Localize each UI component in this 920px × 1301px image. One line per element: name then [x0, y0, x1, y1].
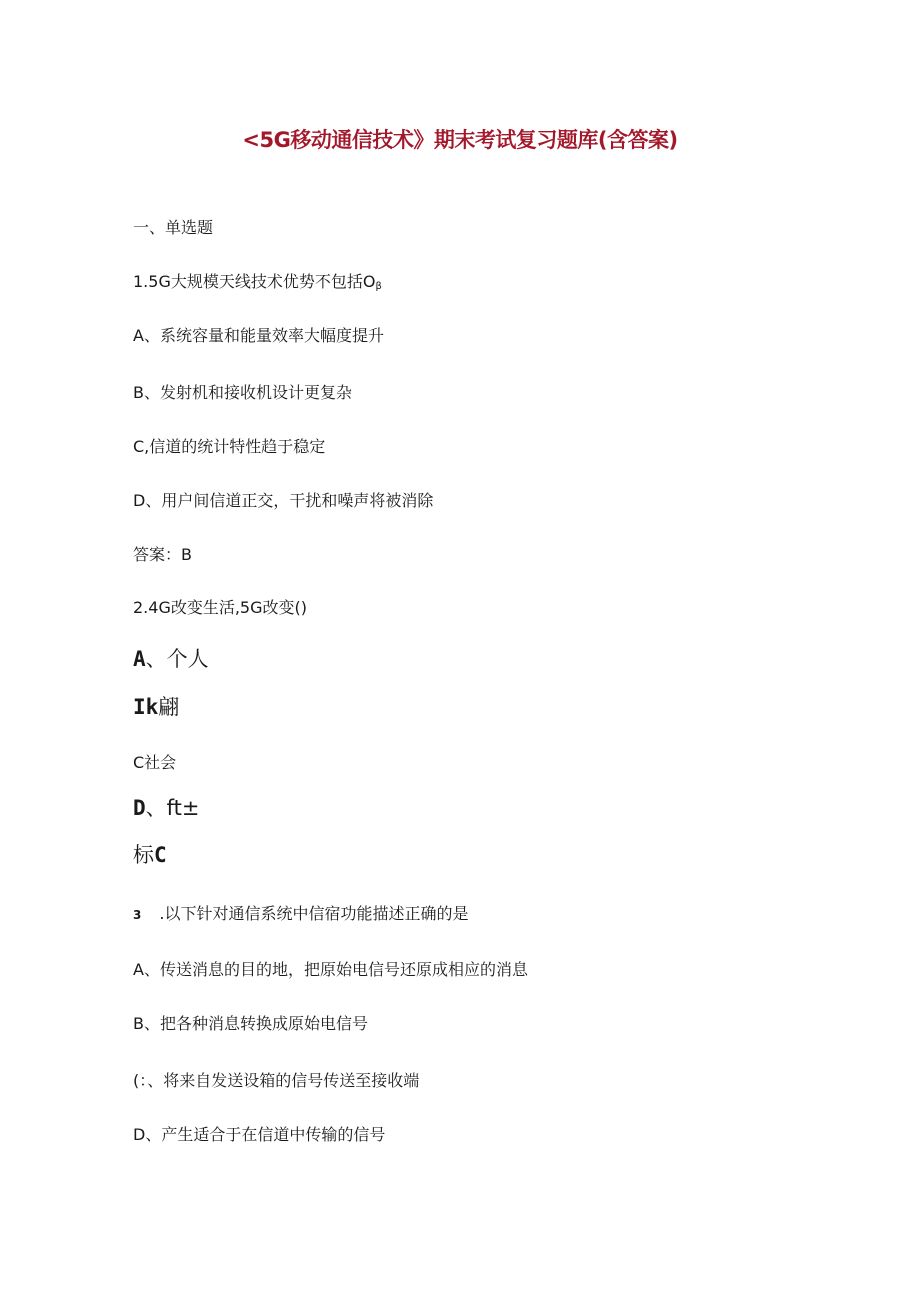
question-1-option-d: D、用户间信道正交，干扰和噪声将被消除: [133, 491, 434, 510]
question-2-option-a-letter: A: [133, 647, 146, 671]
question-3-option-b: B、把各种消息转换成原始电信号: [133, 1014, 368, 1033]
section-heading: 一、单选题: [133, 218, 214, 237]
question-3-option-d: D、产生适合于在信道中传输的信号: [133, 1125, 386, 1144]
question-3-stem: [133, 903, 468, 926]
question-3-stem-text: .以下针对通信系统中信宿功能描述正确的是: [159, 904, 469, 923]
question-2-answer-prefix: 标: [133, 843, 154, 867]
question-1-option-b: B、发射机和接收机设计更复杂: [133, 383, 352, 402]
question-3-option-c: (：、将来自发送设箱的信号传送至接收端: [133, 1071, 420, 1090]
question-1-stem-text: 1.5G大规模天线技术优势不包括O: [133, 272, 376, 291]
question-2-option-a-text: 、个人: [145, 647, 209, 671]
question-2-option-d-text: 、ft±: [145, 796, 200, 820]
question-2-option-b-letter: Ik: [133, 695, 159, 719]
question-2-option-a: [133, 646, 209, 672]
question-3-number: 3: [133, 908, 142, 922]
question-1-stem: [133, 271, 382, 298]
document-title: <5G移动通信技术》期末考试复习题库(含答案): [242, 128, 678, 152]
question-2-answer-letter: C: [154, 843, 167, 867]
question-2-option-d-letter: D: [133, 796, 146, 820]
question-1-stem-subscript: β: [375, 281, 382, 292]
question-1-option-a: A、系统容量和能量效率大幅度提升: [133, 326, 384, 345]
question-2-option-d: [133, 795, 200, 821]
question-3-option-a: A、传送消息的目的地，把原始电信号还原成相应的消息: [133, 960, 528, 979]
question-2-option-c: C社会: [133, 753, 177, 772]
question-2-option-b-text: 翩: [158, 695, 180, 719]
question-1-option-c: C,信道的统计特性趋于稳定: [133, 437, 326, 456]
question-2-answer: [133, 842, 167, 868]
question-2-stem: 2.4G改变生活,5G改变(): [133, 598, 307, 617]
question-1-answer: 答案：B: [133, 545, 192, 564]
question-2-option-b: [133, 694, 179, 720]
